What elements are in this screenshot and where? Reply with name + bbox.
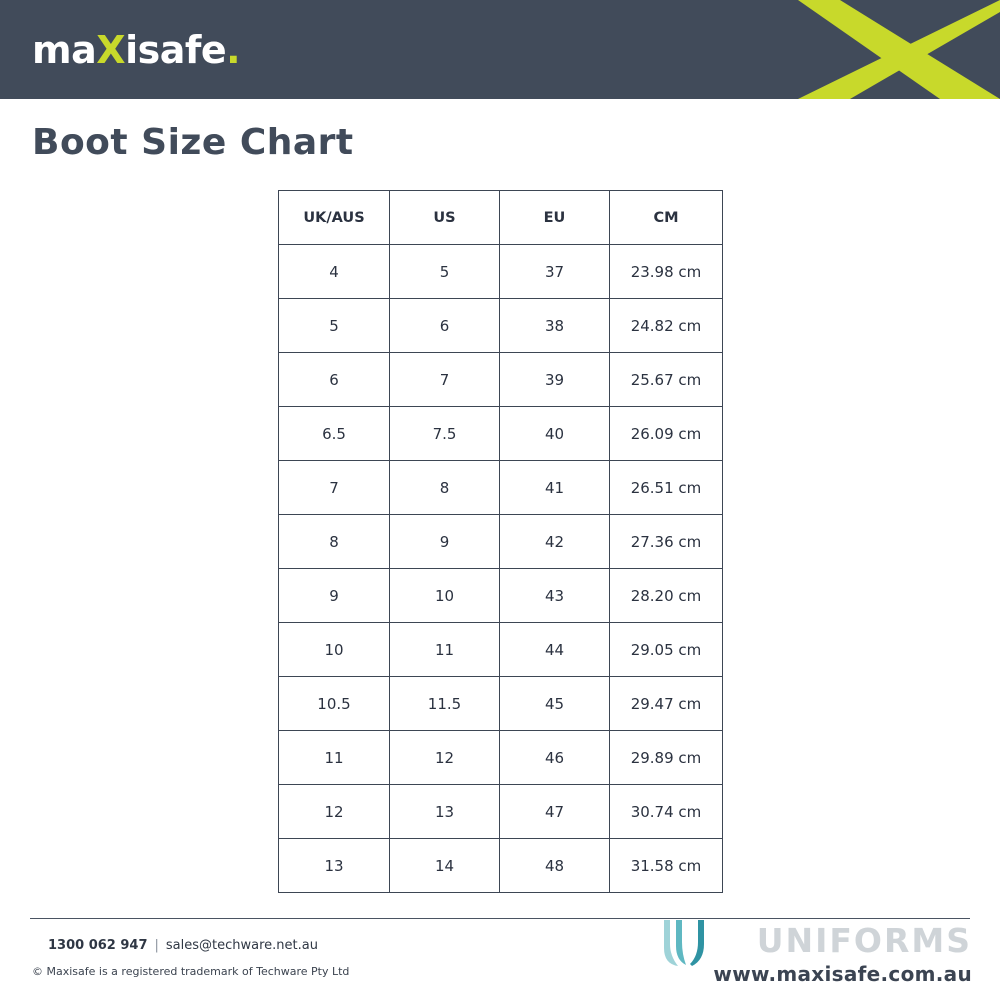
cell-uk-aus: 5 [279,299,390,353]
cell-us: 7.5 [390,407,500,461]
footer-phone[interactable]: 1300 062 947 [48,938,148,953]
size-table-body [279,245,723,893]
cell-us: 14 [390,839,500,893]
page-title: Boot Size Chart [32,122,354,163]
cell-cm: 26.51 cm [610,461,723,515]
cell-eu: 38 [500,299,610,353]
x-mark-icon [790,0,1000,99]
cell-eu: 40 [500,407,610,461]
cell-us: 5 [390,245,500,299]
page-header [0,0,1000,99]
logo-text-x: X [96,28,126,72]
cell-eu: 46 [500,731,610,785]
cell-us: 9 [390,515,500,569]
cell-eu: 44 [500,623,610,677]
cell-uk-aus: 8 [279,515,390,569]
logo-text-pre: ma [32,28,97,72]
footer-website[interactable]: www.maxisafe.com.au [713,962,972,986]
cell-uk-aus: 10.5 [279,677,390,731]
cell-cm: 31.58 cm [610,839,723,893]
cell-us: 11 [390,623,500,677]
table-row [279,245,723,299]
table-row [279,353,723,407]
table-row [279,785,723,839]
cell-cm: 29.89 cm [610,731,723,785]
column-header-us: US [390,191,500,245]
logo-text-post: isafe [125,28,227,72]
cell-us: 11.5 [390,677,500,731]
cell-uk-aus: 4 [279,245,390,299]
cell-uk-aus: 6.5 [279,407,390,461]
column-header-uk-aus: UK/AUS [279,191,390,245]
table-row [279,731,723,785]
uniforms-logo-icon [658,916,710,970]
logo-dot: . [226,28,241,72]
footer-separator: | [154,938,159,953]
size-table [278,190,723,893]
cell-us: 6 [390,299,500,353]
maxisafe-logo [32,28,240,72]
column-header-cm: CM [610,191,723,245]
table-header-row [279,191,723,245]
cell-eu: 37 [500,245,610,299]
cell-cm: 28.20 cm [610,569,723,623]
cell-us: 7 [390,353,500,407]
cell-eu: 43 [500,569,610,623]
cell-uk-aus: 7 [279,461,390,515]
cell-uk-aus: 11 [279,731,390,785]
cell-eu: 45 [500,677,610,731]
size-table-head [279,191,723,245]
table-row [279,839,723,893]
footer-trademark: © Maxisafe is a registered trademark of Techware Pty Ltd [32,965,350,978]
table-row [279,461,723,515]
cell-cm: 25.67 cm [610,353,723,407]
table-row [279,299,723,353]
cell-us: 12 [390,731,500,785]
cell-eu: 47 [500,785,610,839]
cell-cm: 29.05 cm [610,623,723,677]
cell-eu: 39 [500,353,610,407]
cell-eu: 48 [500,839,610,893]
footer-divider [30,918,970,919]
column-header-eu: EU [500,191,610,245]
table-row [279,569,723,623]
cell-uk-aus: 6 [279,353,390,407]
cell-cm: 26.09 cm [610,407,723,461]
footer-email[interactable]: sales@techware.net.au [165,938,318,953]
table-row [279,677,723,731]
cell-cm: 24.82 cm [610,299,723,353]
cell-eu: 41 [500,461,610,515]
uniforms-watermark-text: UNIFORMS [756,921,972,960]
size-table-container [278,190,722,893]
footer-contact [48,938,318,953]
cell-uk-aus: 10 [279,623,390,677]
cell-uk-aus: 12 [279,785,390,839]
cell-us: 10 [390,569,500,623]
cell-cm: 30.74 cm [610,785,723,839]
page-footer [0,918,1000,1000]
table-row [279,407,723,461]
cell-us: 8 [390,461,500,515]
cell-cm: 29.47 cm [610,677,723,731]
cell-uk-aus: 13 [279,839,390,893]
table-row [279,623,723,677]
cell-cm: 27.36 cm [610,515,723,569]
table-row [279,515,723,569]
cell-uk-aus: 9 [279,569,390,623]
cell-cm: 23.98 cm [610,245,723,299]
cell-us: 13 [390,785,500,839]
cell-eu: 42 [500,515,610,569]
